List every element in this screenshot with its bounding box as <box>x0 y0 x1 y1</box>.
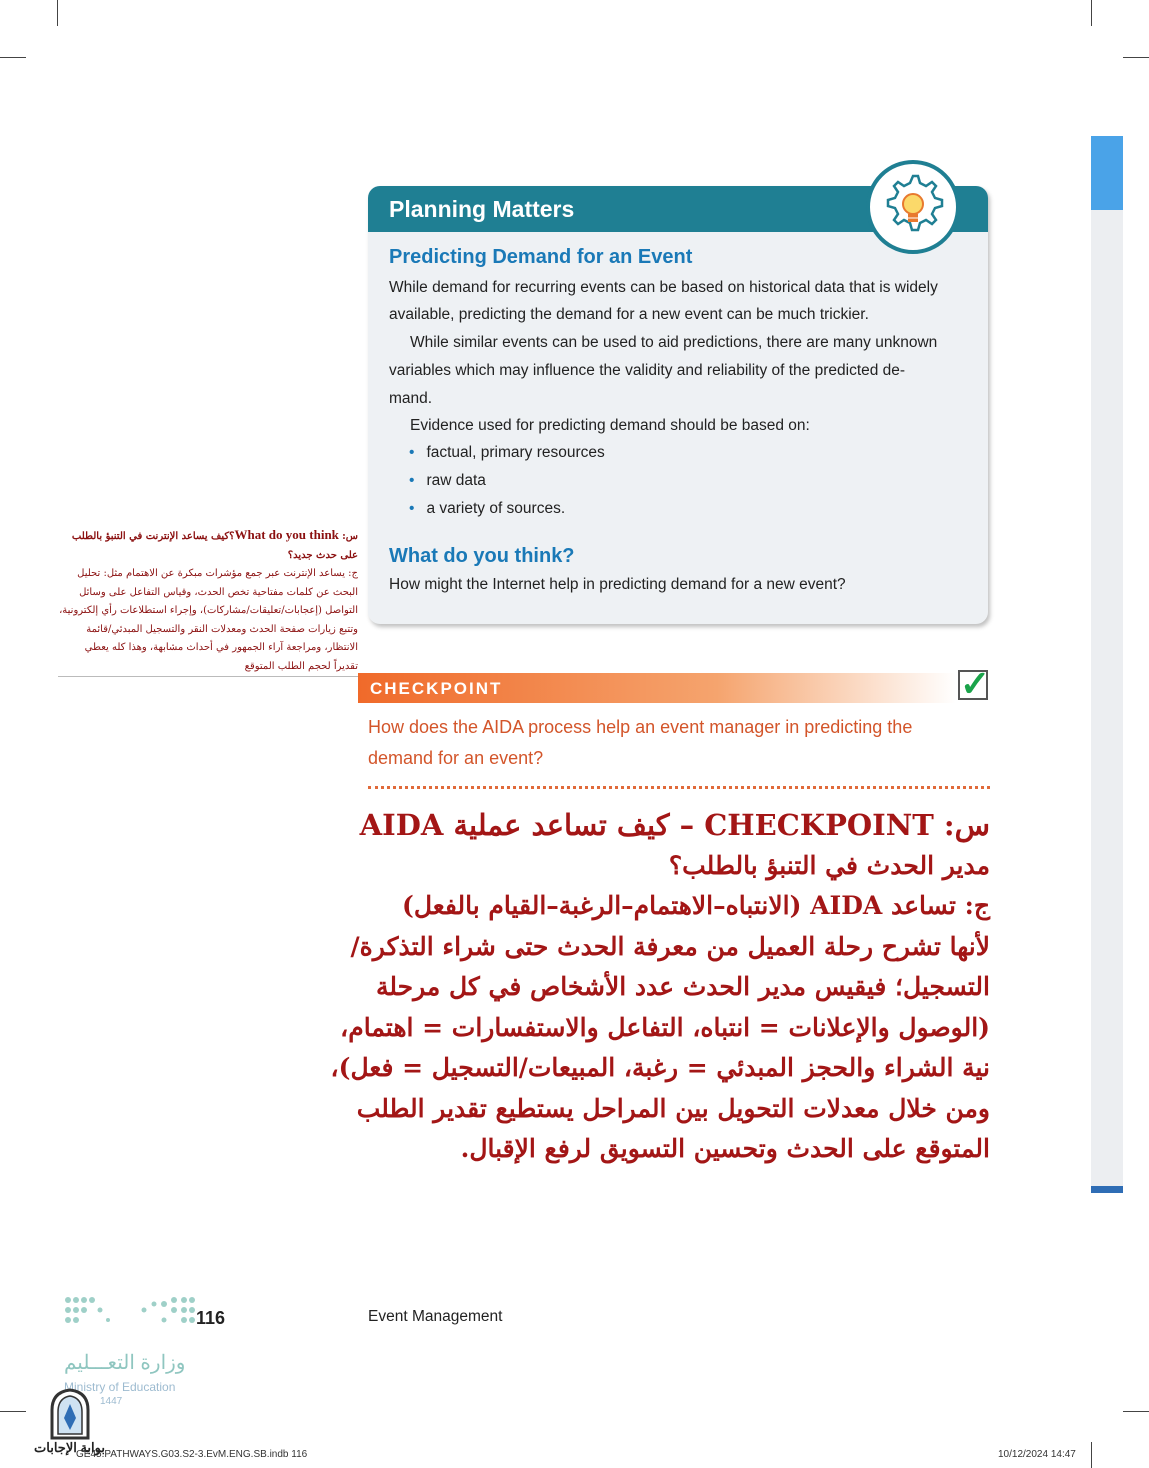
evidence-intro: Evidence used for predicting demand should be based on: <box>410 417 810 434</box>
side-tab-footer <box>1091 1186 1123 1193</box>
ministry-year: 1447 <box>100 1396 123 1407</box>
checkpoint-question-line: How does the AIDA process help an event manager in predicting the <box>368 717 913 737</box>
checkpoint-question <box>368 712 968 774</box>
site-logo-icon <box>48 1388 92 1440</box>
dotted-divider <box>368 786 990 789</box>
crop-mark <box>1123 57 1149 58</box>
paragraph-line: available, predicting the demand for a new event can be much trickier. <box>389 306 869 323</box>
note-question-ar: ؟كيف يساعد الإنترنت في التنبؤ بالطلب على حدث جديد؟ <box>71 531 358 561</box>
side-answer-note <box>58 526 358 677</box>
bullet-item: • a variety of sources. <box>409 500 565 518</box>
page-number: 116 <box>196 1308 226 1328</box>
bullet-item: • raw data <box>409 472 486 490</box>
note-question-prefix: س: <box>342 531 358 542</box>
ministry-name-en: Ministry of Education <box>64 1380 176 1394</box>
crop-mark <box>57 0 58 26</box>
answer-line: لأنها تشرح رحلة العميل من معرفة الحدث حتى شراء التذكرة/ <box>350 931 990 961</box>
note-answer: ج: يساعد الإنترنت عبر جمع مؤشرات مبكرة عن الاهتمام مثل: تحليل البحث عن كلمات مفتاحية تخص الحدث، وقياس التفاعل على وسائل التواصل (إعجابات/تعليقات/مشاركات)، وإجراء استطلاعات رأي إلكترونية، وتتبع زيارات صفحة الحدث ومعدلات النقر والتسجيل المبدئي/قائمة الانتظار، ومراجعة آراء الجمهور في أحداث مشابهة، وهذا كله يعطي تقديراً لحجم الطلب المتوقع <box>59 568 358 672</box>
answer-line: مدير الحدث في التنبؤ بالطلب؟ <box>668 850 990 880</box>
paragraph-line: While demand for recurring events can be based on historical data that is widely <box>389 279 938 296</box>
checkpoint-answer <box>330 805 990 1170</box>
ministry-logo-dots <box>64 1294 198 1330</box>
paragraph-line: variables which may influence the validity and reliability of the predicted de- <box>389 362 906 379</box>
checkmark-icon: ✓ <box>960 663 991 704</box>
ministry-name-ar: وزارة التعـــليم <box>64 1352 186 1374</box>
what-do-you-think-question: How might the Internet help in predicting demand for a new event? <box>389 576 846 593</box>
answer-line: التسجيل؛ فيقيس مدير الحدث عدد الأشخاص في كل مرحلة <box>375 972 990 1001</box>
checkpoint-question-line: demand for an event? <box>368 748 544 768</box>
answer-line: نية الشراء والحجز المبدئي = رغبة، المبيعات/التسجيل = فعل)، <box>330 1053 990 1082</box>
print-date: 10/12/2024 14:47 <box>998 1449 1076 1460</box>
answer-line: المتوقع على الحدث وتحسين التسويق لرفع الإقبال. <box>460 1134 990 1163</box>
answer-line: س: CHECKPOINT – كيف تساعد عملية AIDA <box>359 808 990 842</box>
side-tab-header <box>1091 136 1123 210</box>
planning-subtitle: Predicting Demand for an Event <box>389 246 693 268</box>
answer-line: ومن خلال معدلات التحويل بين المراحل يستطيع تقدير الطلب <box>356 1093 990 1123</box>
book-title: Event Management <box>368 1308 503 1325</box>
crop-mark <box>0 57 26 58</box>
paragraph-line: mand. <box>389 390 433 407</box>
answer-line: ج: تساعد AIDA (الانتباه–الاهتمام–الرغبة–القيام بالفعل) <box>402 891 990 920</box>
planning-title: Planning Matters <box>389 196 575 222</box>
crop-mark <box>1091 1442 1092 1468</box>
crop-mark <box>1123 1411 1149 1412</box>
lightbulb-gear-icon <box>866 160 960 254</box>
answer-line: (الوصول والإعلانات = انتباه، التفاعل والاستفسارات = اهتمام، <box>340 1012 990 1042</box>
note-question-en: What do you think <box>234 527 339 542</box>
crop-mark <box>1091 0 1092 26</box>
paragraph-line: While similar events can be used to aid predictions, there are many unknown <box>410 334 938 351</box>
side-tab <box>1091 210 1123 1188</box>
crop-mark <box>0 1411 26 1412</box>
what-do-you-think-heading: What do you think? <box>389 545 575 567</box>
file-info: GE45.PATHWAYS.G03.S2-3.EvM.ENG.SB.indb 116 <box>76 1449 308 1460</box>
site-name: بوابة الإجابات <box>34 1440 105 1455</box>
bullet-item: • factual, primary resources <box>409 444 605 462</box>
checkpoint-label: CHECKPOINT <box>370 679 503 698</box>
